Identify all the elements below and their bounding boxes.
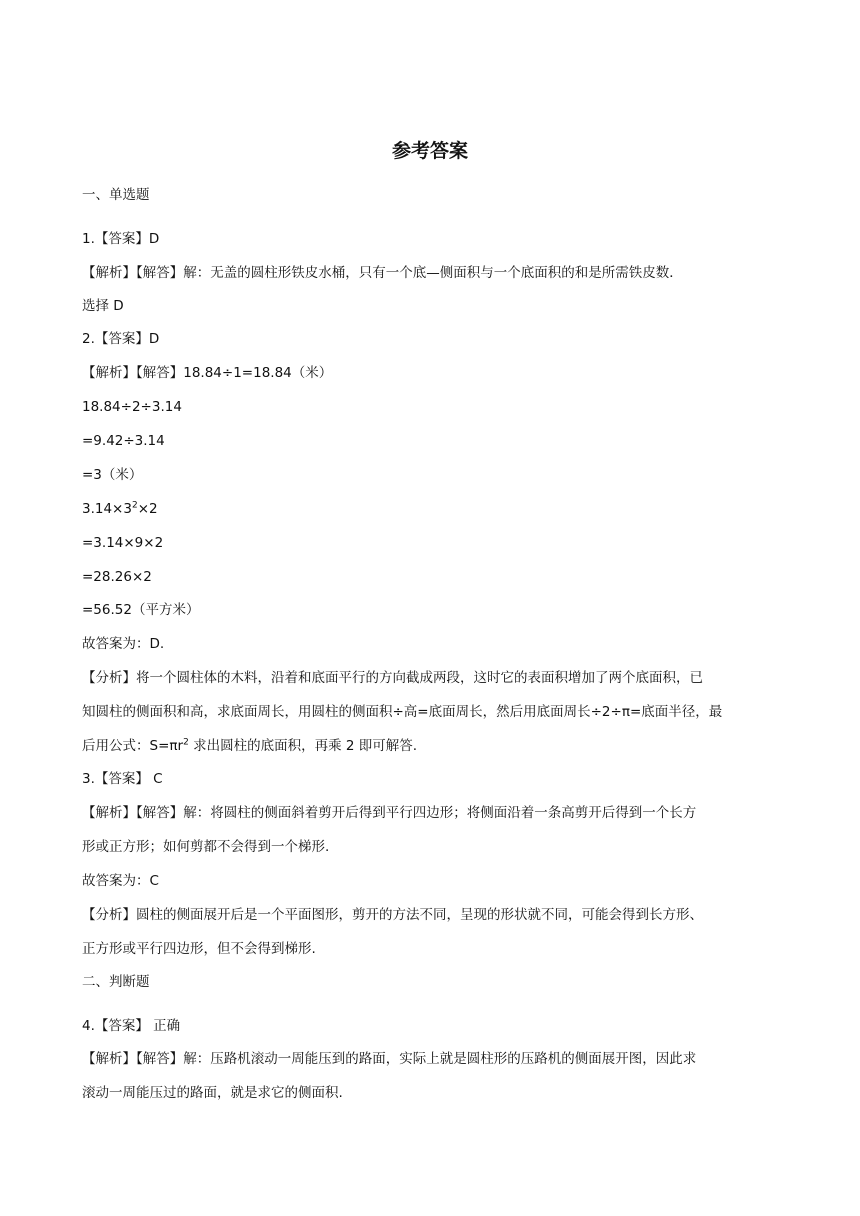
analysis-line: 滚动一周能压过的路面，就是求它的侧面积. [82,1085,343,1101]
formula-line: =9.42÷3.14 [82,433,165,449]
formula-line: =28.26×2 [82,569,152,585]
analysis-line: 形或正方形；如何剪都不会得到一个梯形. [82,839,330,855]
analysis-line: 正方形或平行四边形，但不会得到梯形. [82,941,316,957]
formula-line [82,500,158,518]
section-heading-single-choice: 一、单选题 [82,187,150,203]
answer-line: 1.【答案】D [82,231,160,247]
superscript: 2 [131,500,138,511]
conclusion-line: 故答案为：D. [82,636,165,652]
analysis-line [82,737,417,755]
analysis-line: 【分析】圆柱的侧面展开后是一个平面图形，剪开的方法不同，呈现的形状就不同，可能会得到长方形、 [82,907,703,923]
analysis-line: 【解析】【解答】18.84÷1=18.84（米） [82,365,333,381]
analysis-line: 【解析】【解答】解：无盖的圆柱形铁皮水桶，只有一个底—侧面积与一个底面积的和是所需铁皮数． [82,265,683,281]
formula-text: 求出圆柱的底面积，再乘 2 即可解答. [188,738,418,754]
answer-line: 4.【答案】 正确 [82,1018,181,1034]
analysis-line: 【解析】【解答】解：将圆柱的侧面斜着剪开后得到平行四边形；将侧面沿着一条高剪开后得到一个长方 [82,805,697,821]
formula-text: 后用公式：S=πr [82,738,184,754]
section-heading-true-false: 二、判断题 [82,974,150,990]
formula-line: =3.14×9×2 [82,535,164,551]
formula-line: =56.52（平方米） [82,602,200,618]
answer-line: 2.【答案】D [82,331,160,347]
analysis-line: 【解析】【解答】解：压路机滚动一周能压到的路面，实际上就是圆柱形的压路机的侧面展开图，因此求 [82,1051,697,1067]
formula-line: =3（米） [82,467,143,483]
formula-text: 3.14×3 [82,501,132,517]
analysis-line: 【分析】将一个圆柱体的木料，沿着和底面平行的方向截成两段，这时它的表面积增加了两个底面积，已 [82,670,703,686]
superscript: 2 [183,737,189,748]
page-title: 参考答案 [391,140,468,162]
conclusion-line: 故答案为：C [82,873,159,889]
analysis-line: 知圆柱的侧面积和高，求底面周长，用圆柱的侧面积÷高=底面周长，然后用底面周长÷2÷π=底面半径，最 [82,704,723,720]
formula-text: ×2 [137,501,158,517]
answer-line: 3.【答案】 C [82,771,163,787]
formula-line: 18.84÷2÷3.14 [82,399,182,415]
text-line: 选择 D [82,298,124,314]
